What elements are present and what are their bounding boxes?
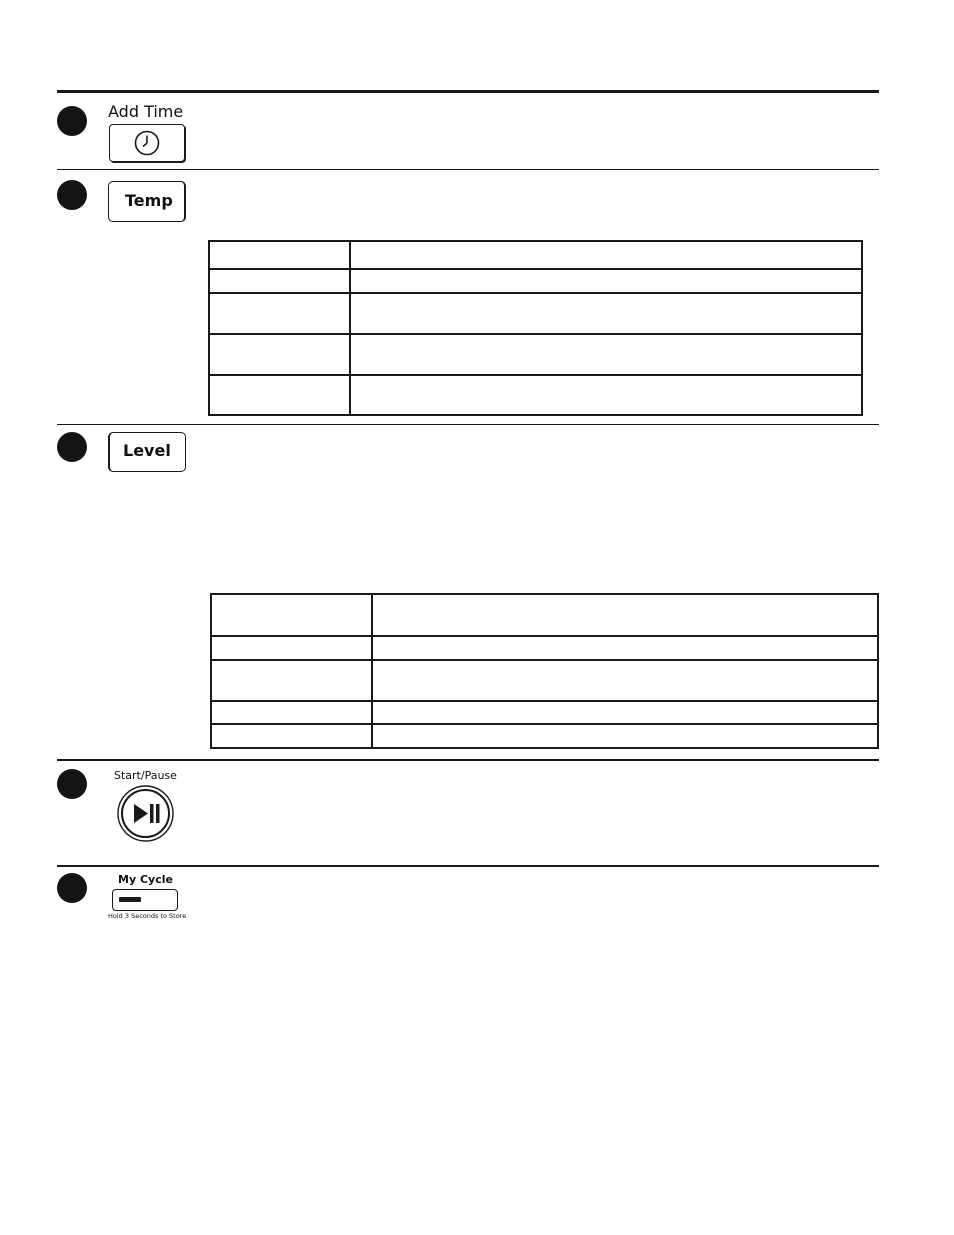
divider-4 bbox=[57, 865, 879, 867]
temp-table bbox=[208, 240, 863, 416]
level-button-label: Level bbox=[123, 441, 171, 460]
my-cycle-button[interactable] bbox=[112, 889, 178, 911]
section-bullet-start-pause bbox=[57, 769, 87, 799]
start-pause-button[interactable] bbox=[117, 785, 174, 842]
level-table bbox=[210, 593, 879, 749]
section-bullet-temp bbox=[57, 180, 87, 210]
temp-table-row-divider bbox=[210, 268, 861, 270]
add-time-button[interactable] bbox=[109, 124, 185, 162]
my-cycle-indicator bbox=[119, 897, 141, 902]
level-table-row-divider bbox=[212, 723, 877, 725]
start-pause-label: Start/Pause bbox=[114, 769, 177, 782]
divider-1 bbox=[57, 169, 879, 170]
section-bullet-my-cycle bbox=[57, 873, 87, 903]
play-pause-icon bbox=[117, 785, 174, 842]
temp-table-row-divider bbox=[210, 333, 861, 335]
temp-table-row-divider bbox=[210, 292, 861, 294]
divider-3 bbox=[57, 759, 879, 761]
temp-button-label: Temp bbox=[125, 191, 173, 210]
level-table-row-divider bbox=[212, 659, 877, 661]
section-bullet-level bbox=[57, 432, 87, 462]
my-cycle-label: My Cycle bbox=[118, 873, 173, 886]
level-table-row-divider bbox=[212, 635, 877, 637]
level-table-row-divider bbox=[212, 700, 877, 702]
my-cycle-hint: Hold 3 Seconds to Store bbox=[108, 912, 187, 920]
section-bullet-add-time bbox=[57, 106, 87, 136]
level-button[interactable] bbox=[108, 432, 186, 472]
add-time-label: Add Time bbox=[108, 102, 184, 121]
divider-2 bbox=[57, 424, 879, 425]
clock-icon bbox=[133, 129, 161, 157]
temp-button[interactable] bbox=[108, 181, 186, 222]
top-rule bbox=[57, 90, 879, 93]
temp-table-row-divider bbox=[210, 374, 861, 376]
